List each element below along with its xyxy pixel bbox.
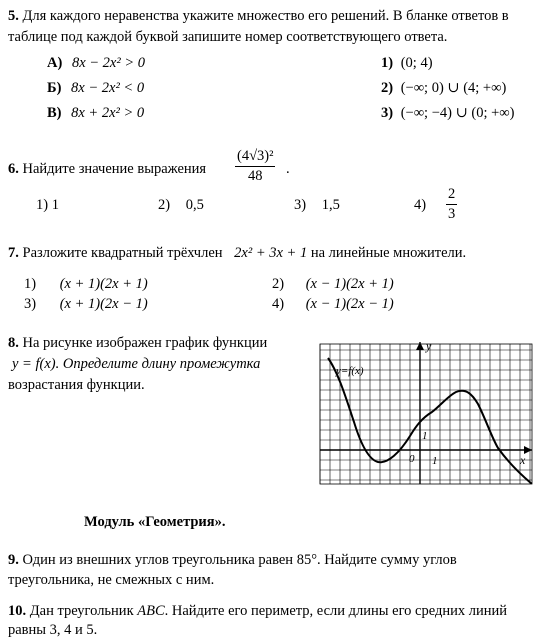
task5-line1	[8, 8, 509, 25]
task5-answer-num: 1)	[381, 55, 394, 71]
task5-answer-1	[381, 55, 433, 72]
task6-text: Найдите значение выражения	[22, 161, 207, 177]
task8-text1: На рисунке изображен график функции	[22, 335, 268, 351]
task5-answer-2	[381, 80, 506, 97]
task5-answer-num: 3)	[381, 105, 394, 121]
option-num: 1)	[24, 276, 37, 292]
fraction-denominator: 48	[247, 168, 263, 184]
task5-item-letter: Б)	[47, 80, 62, 96]
x-unit-label: 1	[432, 455, 438, 467]
task10-number: 10.	[8, 603, 27, 619]
task10-triangle-name: ABC	[137, 603, 165, 619]
task5-item-a	[47, 55, 145, 72]
task7-option-3	[24, 296, 148, 313]
option-value: (x − 1)(2x − 1)	[305, 296, 394, 312]
task5-answer-num: 2)	[381, 80, 394, 96]
task5-answer-3	[381, 105, 514, 122]
task6-fraction	[235, 148, 275, 185]
func-label: y=f(x)	[336, 365, 364, 377]
task7-number: 7.	[8, 245, 19, 261]
task7-option-1	[24, 276, 148, 293]
option-num: 3)	[24, 296, 37, 312]
task6-option-3	[294, 197, 340, 214]
task5-item-letter: В)	[47, 105, 62, 121]
task5-item-b	[47, 80, 144, 97]
option-num: 4)	[414, 197, 427, 213]
fraction-numerator: (4√3)²	[235, 148, 275, 167]
task9-line2: треугольника, не смежных с ним.	[8, 572, 215, 588]
task6-option-1	[36, 197, 59, 214]
task6-option-4-fraction	[446, 186, 457, 223]
task7-text: Разложите квадратный трёхчлен	[22, 245, 223, 261]
task5-answer-text: (0; 4)	[400, 55, 433, 71]
option-value: (x − 1)(2x + 1)	[305, 276, 394, 292]
task6-option-4	[414, 197, 426, 214]
task6-line	[8, 161, 206, 178]
task7-tail: на линейные множители.	[310, 245, 467, 261]
task9-text1: Один из внешних углов треугольника равен 85°. Найдите сумму углов	[22, 552, 457, 568]
task9-number: 9.	[8, 552, 19, 568]
option-value: (x + 1)(2x − 1)	[59, 296, 148, 312]
task5-item-letter: А)	[47, 55, 63, 71]
task7-option-4	[272, 296, 394, 313]
option-num: 2)	[272, 276, 285, 292]
option-num: 2)	[158, 197, 171, 213]
option-value: (x + 1)(2x + 1)	[59, 276, 148, 292]
x-axis-label: x	[520, 453, 526, 467]
task10-text1: Дан треугольник	[29, 603, 134, 619]
task5-number: 5.	[8, 8, 19, 24]
option-value: 0,5	[185, 197, 204, 213]
task5-item-expr: 8x + 2x² > 0	[71, 105, 145, 121]
option-num: 1)	[36, 197, 49, 213]
task8-line1	[8, 335, 267, 352]
option-num: 3)	[294, 197, 307, 213]
fraction-denominator: 3	[448, 206, 456, 222]
task7-expr: 2x² + 3x + 1	[234, 245, 308, 261]
task8-number: 8.	[8, 335, 19, 351]
task8-line3: возрастания функции.	[8, 377, 145, 393]
option-value: 1,5	[321, 197, 340, 213]
task5-item-c	[47, 105, 144, 122]
task5-answer-text: (−∞; 0) ∪ (4; +∞)	[400, 80, 507, 96]
task10-text2: . Найдите его периметр, если длины его средних линий	[164, 603, 508, 619]
task5-answer-text: (−∞; −4) ∪ (0; +∞)	[400, 105, 515, 121]
task8-line2: y = f(x). Определите длину промежутка	[12, 356, 261, 372]
task7-line	[8, 245, 466, 262]
fraction-numerator: 2	[446, 186, 457, 205]
y-axis-label: y	[426, 340, 432, 353]
task6-option-2	[158, 197, 204, 214]
origin-label: 0	[409, 453, 415, 465]
y-unit-label: 1	[422, 430, 428, 442]
task6-number: 6.	[8, 161, 19, 177]
option-num: 4)	[272, 296, 285, 312]
option-value: 1	[51, 197, 59, 213]
task10-line1	[8, 603, 507, 620]
task5-item-expr: 8x − 2x² > 0	[71, 55, 145, 71]
task6-dot: .	[286, 161, 290, 177]
task7-option-2	[272, 276, 394, 293]
task9-line1	[8, 552, 457, 569]
y-axis-arrow-icon	[416, 342, 424, 350]
function-graph	[316, 340, 538, 490]
task5-line2: таблице под каждой буквой запишите номер соответствующего ответа.	[8, 29, 448, 45]
task5-item-expr: 8x − 2x² < 0	[71, 80, 145, 96]
module-title: Модуль «Геометрия».	[84, 514, 226, 530]
task5-text1: Для каждого неравенства укажите множество его решений. В бланке ответов в	[22, 8, 509, 24]
task10-line2: равны 3, 4 и 5.	[8, 622, 98, 638]
